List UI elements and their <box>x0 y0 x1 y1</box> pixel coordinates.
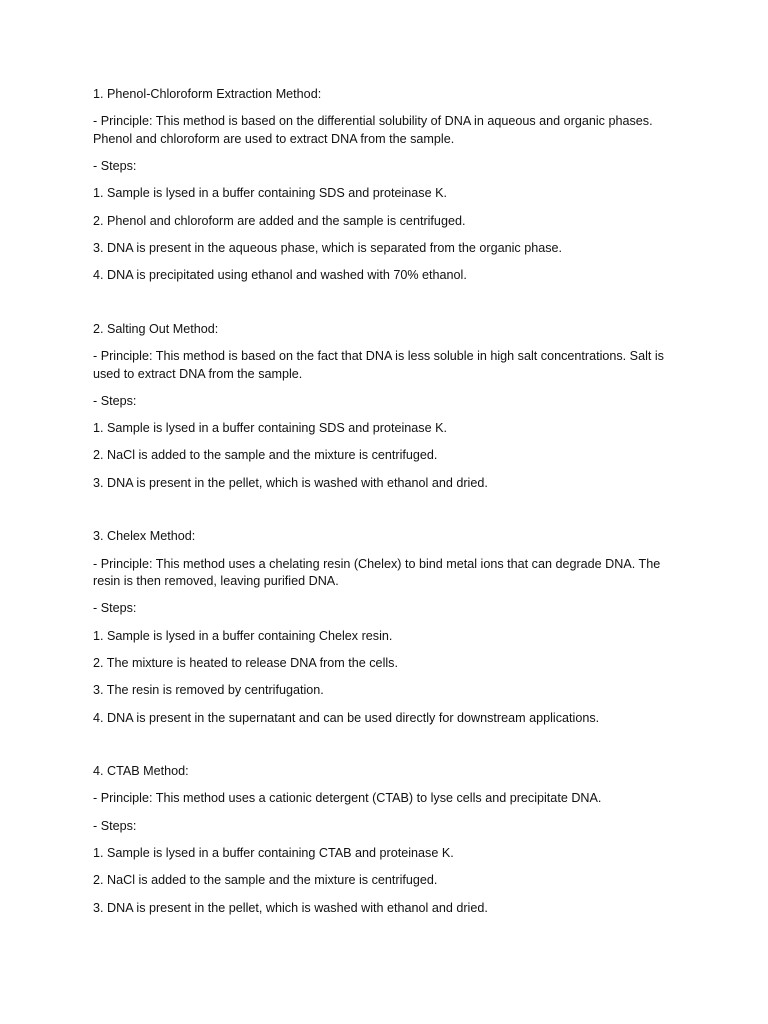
section-principle: - Principle: This method uses a chelating resin (Chelex) to bind metal ions that can degrade DNA. The resin is then removed, leaving purified DNA. <box>93 556 661 589</box>
step-item: 3. DNA is present in the aqueous phase, which is separated from the organic phase. <box>93 240 563 255</box>
step-item: 2. Phenol and chloroform are added and the sample is centrifuged. <box>93 213 466 228</box>
step-item: 1. Sample is lysed in a buffer containing CTAB and proteinase K. <box>93 845 454 860</box>
section-phenol-chloroform <box>93 86 683 285</box>
step-item: 1. Sample is lysed in a buffer containing SDS and proteinase K. <box>93 421 448 436</box>
step-item: 3. DNA is present in the pellet, which is washed with ethanol and dried. <box>93 900 488 915</box>
section-chelex <box>93 528 683 727</box>
step-item: 3. DNA is present in the pellet, which is washed with ethanol and dried. <box>93 475 488 490</box>
steps-label: - Steps: <box>93 393 137 408</box>
document-body <box>93 86 683 917</box>
section-principle: - Principle: This method uses a cationic detergent (CTAB) to lyse cells and precipitate DNA. <box>93 791 602 806</box>
section-heading: 2. Salting Out Method: <box>93 321 219 336</box>
step-item: 4. DNA is precipitated using ethanol and washed with 70% ethanol. <box>93 268 467 283</box>
section-ctab <box>93 763 683 917</box>
step-item: 2. The mixture is heated to release DNA from the cells. <box>93 655 398 670</box>
section-heading: 4. CTAB Method: <box>93 764 189 779</box>
step-item: 4. DNA is present in the supernatant and can be used directly for downstream applications. <box>93 710 600 725</box>
section-principle: - Principle: This method is based on the differential solubility of DNA in aqueous and organic phases. Phenol and chloroform are used to extract DNA from the sample. <box>93 114 653 146</box>
section-salting-out <box>93 321 683 492</box>
steps-label: - Steps: <box>93 601 137 616</box>
step-item: 3. The resin is removed by centrifugation. <box>93 683 324 698</box>
section-heading: 3. Chelex Method: <box>93 529 196 544</box>
section-principle: - Principle: This method is based on the fact that DNA is less soluble in high salt concentrations. Salt is used to extract DNA from the sample. <box>93 349 664 381</box>
steps-label: - Steps: <box>93 818 137 833</box>
step-item: 2. NaCl is added to the sample and the mixture is centrifuged. <box>93 873 438 888</box>
section-heading: 1. Phenol-Chloroform Extraction Method: <box>93 87 322 101</box>
step-item: 1. Sample is lysed in a buffer containing SDS and proteinase K. <box>93 186 448 201</box>
steps-label: - Steps: <box>93 159 137 174</box>
step-item: 2. NaCl is added to the sample and the mixture is centrifuged. <box>93 448 438 463</box>
step-item: 1. Sample is lysed in a buffer containing Chelex resin. <box>93 628 393 643</box>
